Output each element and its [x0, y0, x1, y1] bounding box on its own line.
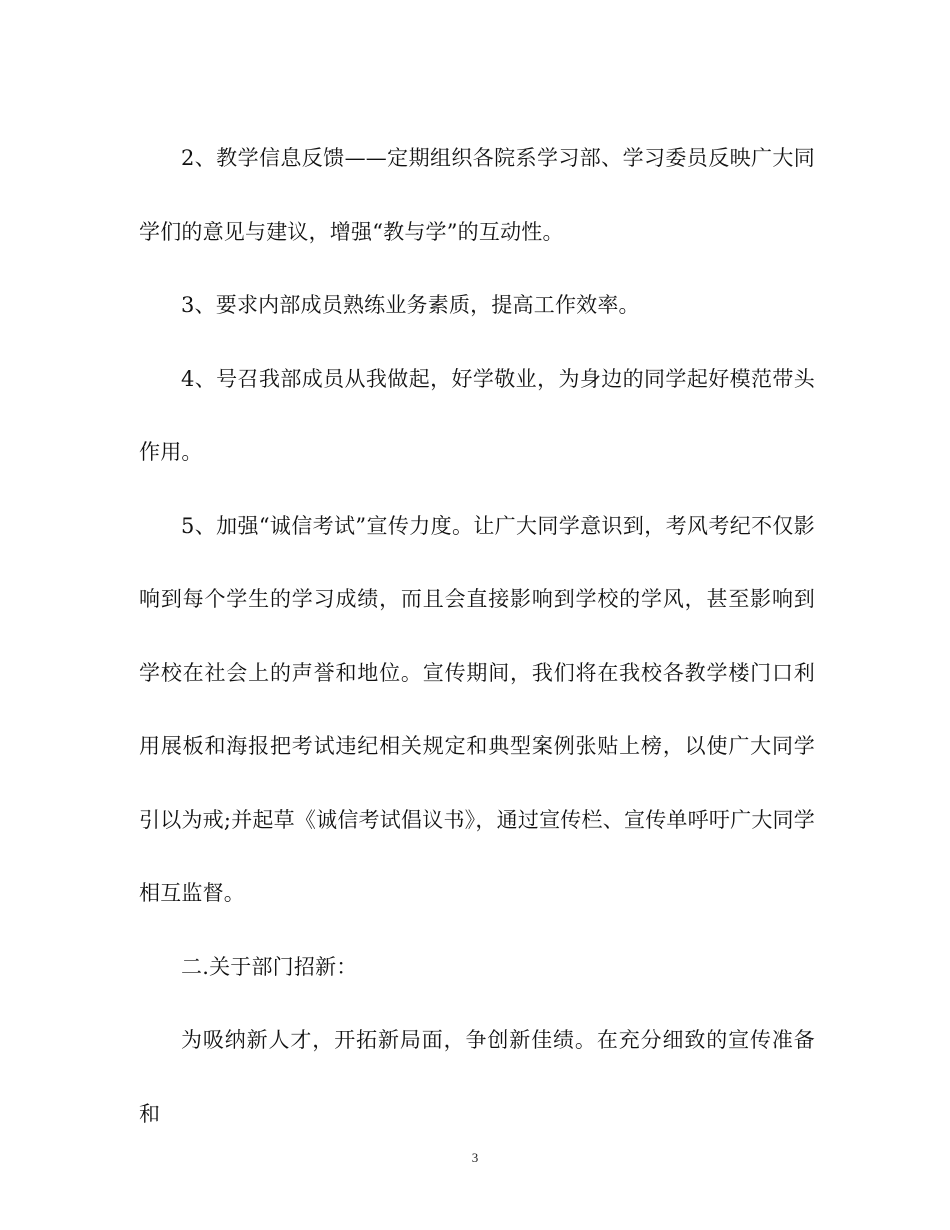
page-number: 3: [471, 1150, 479, 1165]
paragraph-teaching-feedback: 2、教学信息反馈——定期组织各院系学习部、学习委员反映广大同学们的意见与建议，增强“教与学”的互动性。: [139, 146, 815, 244]
paragraph-member-quality: 3、要求内部成员熟练业务素质，提高工作效率。: [181, 293, 640, 317]
section-heading-recruitment: 二.关于部门招新：: [181, 954, 358, 979]
document-body: [139, 122, 815, 1151]
paragraph-role-model: 4、号召我部成员从我做起，好学敬业，为身边的同学起好模范带头作用。: [139, 366, 815, 464]
paragraph-integrity-exam: 5、加强“诚信考试”宣传力度。让广大同学意识到，考风考纪不仅影响到每个学生的学习成绩，而且会直接影响到学校的学风，甚至影响到学校在社会上的声誉和地位。宣传期间，我们将在我校各教学楼门口利用展板和海报把考试违纪相关规定和典型案例张贴上榜，以使广大同学引以为戒;并起草《诚信考试倡议书》，通过宣传栏、宣传单呼吁广大同学相互监督。: [139, 513, 815, 905]
paragraph-recruitment: 为吸纳新人才，开拓新局面，争创新佳绩。在充分细致的宣传准备和: [139, 1028, 815, 1126]
